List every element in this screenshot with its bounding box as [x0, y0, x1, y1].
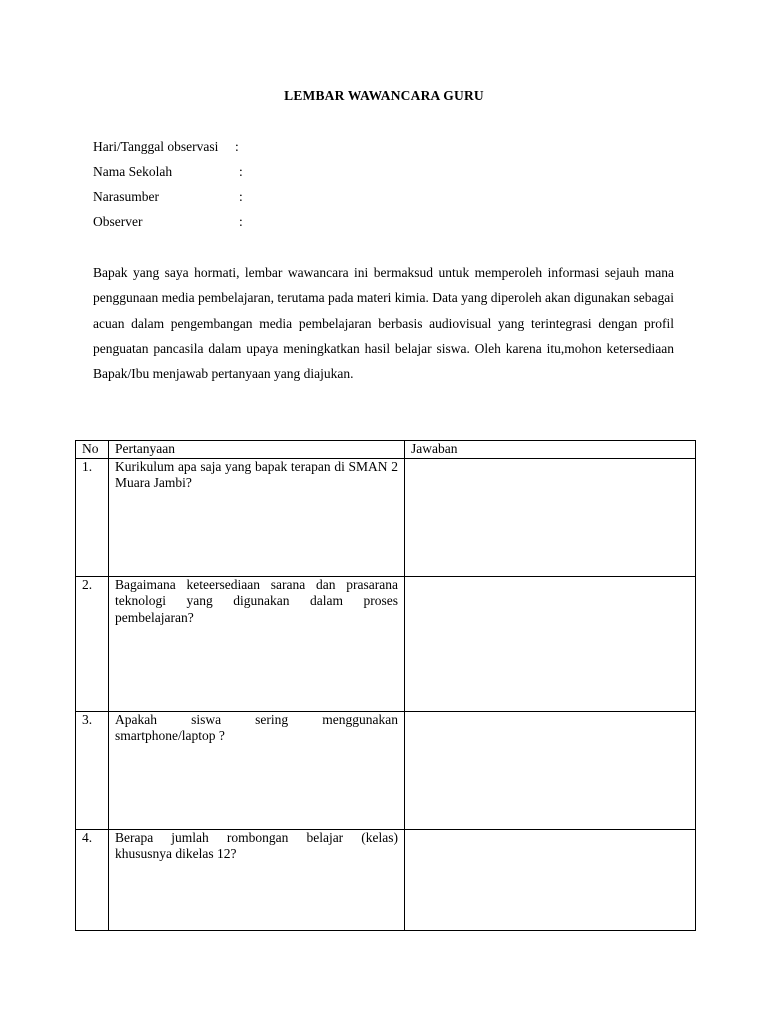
row-number: 4.	[76, 829, 109, 930]
row-question: Berapa jumlah rombongan belajar (kelas) khususnya dikelas 12?	[109, 829, 405, 930]
table-row	[76, 458, 696, 576]
row-number: 1.	[76, 458, 109, 576]
row-answer-cell[interactable]	[405, 458, 696, 576]
field-interviewee	[93, 188, 243, 213]
field-colon: :	[239, 164, 243, 179]
field-label: Narasumber	[93, 189, 159, 204]
intro-paragraph: Bapak yang saya hormati, lembar wawancara ini bermaksud untuk memperoleh informasi sejauh mana penggunaan media pembelajaran, terutama pada materi kimia. Data yang diperoleh akan digunakan sebagai acuan dalam pengembangan media pembelajaran berbasis audiovisual yang terintegrasi dengan profil penguatan pancasila dalam upaya meningkatkan hasil belajar siswa. Oleh karena itu,mohon ketersediaan Bapak/Ibu menjawab pertanyaan yang diajukan.	[93, 265, 675, 382]
header-question: Pertanyaan	[109, 441, 405, 459]
field-colon: :	[235, 139, 239, 154]
row-question: Apakah siswa sering menggunakan smartphone/laptop ?	[109, 711, 405, 829]
field-date	[93, 138, 239, 163]
field-school-name	[93, 163, 243, 188]
field-label: Hari/Tanggal observasi	[93, 139, 219, 154]
table-header-row	[76, 441, 696, 459]
field-colon: :	[239, 189, 243, 204]
header-answer: Jawaban	[405, 441, 696, 459]
field-label: Nama Sekolah	[93, 164, 173, 179]
row-answer-cell[interactable]	[405, 829, 696, 930]
interview-table	[75, 440, 696, 931]
row-question: Bagaimana keteersediaan sarana dan prasarana teknologi yang digunakan dalam proses pembelajaran?	[109, 576, 405, 711]
row-number: 2.	[76, 576, 109, 711]
field-label: Observer	[93, 214, 143, 229]
document-title: LEMBAR WAWANCARA GURU	[284, 88, 484, 103]
row-answer-cell[interactable]	[405, 576, 696, 711]
field-colon: :	[239, 214, 243, 229]
table-row	[76, 711, 696, 829]
field-observer	[93, 213, 243, 238]
row-question: Kurikulum apa saja yang bapak terapan di SMAN 2 Muara Jambi?	[109, 458, 405, 576]
row-answer-cell[interactable]	[405, 711, 696, 829]
table-row	[76, 576, 696, 711]
row-number: 3.	[76, 711, 109, 829]
observation-fields	[93, 138, 243, 238]
table-row	[76, 829, 696, 930]
header-no: No	[76, 441, 109, 459]
